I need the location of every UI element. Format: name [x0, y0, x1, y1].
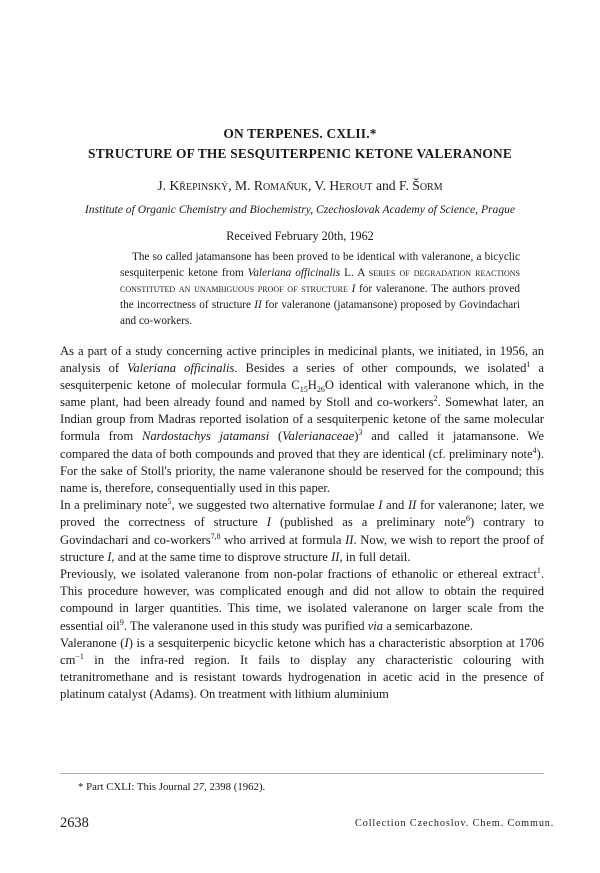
body-paragraph: [60, 635, 544, 703]
footnote-divider: [60, 773, 544, 774]
paper-title-line1: ON TERPENES. CXLII.*: [223, 126, 377, 141]
author-separator: and: [372, 178, 399, 193]
body-paragraph: [60, 497, 544, 565]
abstract-text: for valeranone. The authors proved the incorrectness of structure: [120, 282, 520, 311]
text: . Somewhat later, an Indian group from Madras reported isolation of a sesquiterpenic ketone of the same molecular formula from: [60, 395, 544, 444]
journal-volume: 27: [193, 781, 205, 793]
structure-label: II: [345, 532, 354, 547]
text: O identical with valeranone which, in the same plant, had been already found and named by Stoll and co-workers: [60, 378, 544, 410]
reference-marker: 1: [536, 566, 541, 576]
text: , and at the same time to disprove structure: [111, 549, 332, 564]
text: * Part CXLI: This Journal: [78, 781, 194, 793]
author-separator: ,: [307, 178, 315, 193]
author-separator: ,: [228, 178, 235, 193]
body-paragraph: [60, 566, 544, 634]
journal-name: Collection Czechoslov. Chem. Commun.: [355, 818, 555, 829]
author-initials: V.: [314, 178, 330, 193]
author-list: [40, 178, 560, 194]
structure-label: I: [124, 636, 129, 651]
structure-label: I: [266, 515, 271, 530]
structure-label: II: [331, 549, 340, 564]
reference-marker: 5: [167, 497, 172, 507]
author-initials: F.: [398, 178, 413, 193]
reference-marker: 1: [526, 360, 531, 370]
reference-marker: 7,8: [210, 531, 221, 541]
text: , in full detail.: [339, 549, 411, 564]
author-surname: Křepinský: [169, 178, 229, 193]
text: . Besides a series of other compounds, we isolated: [234, 361, 527, 376]
author-initials: J.: [157, 178, 170, 193]
text: (: [269, 429, 283, 444]
abstract-text: for valeranone (jatamansone) proposed by Govindachari and co-workers.: [120, 298, 520, 327]
footnote: [78, 781, 265, 793]
species-name: Nardostachys jatamansi: [141, 429, 270, 444]
text: for valeranone; later, we proved the correctness of structure: [60, 498, 545, 530]
formula-subscript: 26: [316, 385, 325, 395]
author-surname: Šorm: [412, 178, 443, 193]
page-number: 2638: [60, 815, 89, 831]
text: . The valeranone used in this study was purified: [123, 618, 368, 633]
species-name: Valeriana officinalis: [247, 266, 341, 279]
text: As a part of a study concerning active principles in medicinal plants, we initiated, in 1956, an analysis of: [60, 344, 544, 376]
reference-marker: 2: [433, 394, 438, 404]
structure-label: II: [407, 498, 417, 513]
author-surname: Romaňuk: [253, 178, 308, 193]
species-name: Valeriana officinalis: [127, 361, 235, 376]
text: , we suggested two alternative formulae: [171, 498, 379, 513]
text: ). For the sake of Stoll's priority, the name valeranone should be reserved for the compound; this name is, therefore, consequentially used in this paper.: [60, 446, 544, 495]
text: Previously, we isolated valeranone from non-polar fractions of ethanolic or ethereal extract: [60, 567, 537, 582]
structure-label: II: [254, 298, 262, 311]
formula-subscript: 15: [299, 385, 308, 395]
structure-label: I: [107, 549, 112, 564]
author-surname: Herout: [329, 178, 373, 193]
paper-title-line2: STRUCTURE OF THE SESQUITERPENIC KETONE VALERANONE: [88, 146, 512, 161]
text: in the infra-red region. It fails to display any characteristic colouring with tetranitromethane and is resistant towards hydrogenation in acetic acid in the presence of platinum catalyst (Adams). On treatment with lithium aluminium: [60, 653, 544, 702]
reference-marker: 6: [465, 514, 470, 524]
text: ) contrary to Govindachari and co-workers: [60, 515, 544, 547]
author-initials: M.: [234, 178, 254, 193]
received-date: Received February 20th, 1962: [226, 229, 374, 243]
text: Valeranone (: [60, 636, 125, 651]
abstract-text: The so called jatamansone has been proved to be identical with valeranone, a bicyclic sesquiterpenic ketone from: [120, 251, 520, 279]
latin-term: via: [367, 618, 384, 633]
text: ): [354, 429, 359, 444]
unit-exponent: −1: [75, 652, 84, 662]
text: ) is a sesquiterpenic bicyclic ketone which has a characteristic absorption at 1706 cm: [60, 636, 544, 668]
structure-label: I: [378, 498, 383, 513]
abstract: [120, 250, 520, 330]
abstract-text: L. A series of degradation reactions constituted an unambiguous proof of structure: [120, 266, 521, 295]
text: , 2398 (1962).: [204, 781, 266, 793]
abstract-paragraph: [120, 250, 520, 330]
reference-marker: 3: [358, 428, 363, 438]
text: and: [382, 498, 408, 513]
text: and called it jatamansone. We compared the data of both compounds and proved that they are identical (cf. preliminary note: [60, 429, 545, 461]
body-text: [60, 343, 544, 703]
reference-marker: 4: [532, 445, 537, 455]
text: a semicarbazone.: [383, 618, 473, 633]
text: (published as a preliminary note: [271, 515, 466, 530]
text: . This procedure however, was complicated enough and did not allow to obtain the required compound in larger quantities. This time, we isolated valeranone on larger scale from the essential oil: [60, 567, 544, 633]
family-name: Valerianaceae: [282, 429, 355, 444]
text: . Now, we wish to report the proof of structure: [60, 532, 545, 564]
text: a sesquiterpenic ketone of molecular formula C: [60, 361, 544, 393]
reference-marker: 9: [119, 617, 124, 627]
structure-label: I: [351, 282, 356, 295]
text: who arrived at formula: [220, 532, 346, 547]
text: In a preliminary note: [60, 498, 168, 513]
body-paragraph: [60, 343, 544, 497]
institute-affiliation: Institute of Organic Chemistry and Biochemistry, Czechoslovak Academy of Science, Prague: [84, 203, 516, 216]
text: H: [307, 378, 317, 393]
